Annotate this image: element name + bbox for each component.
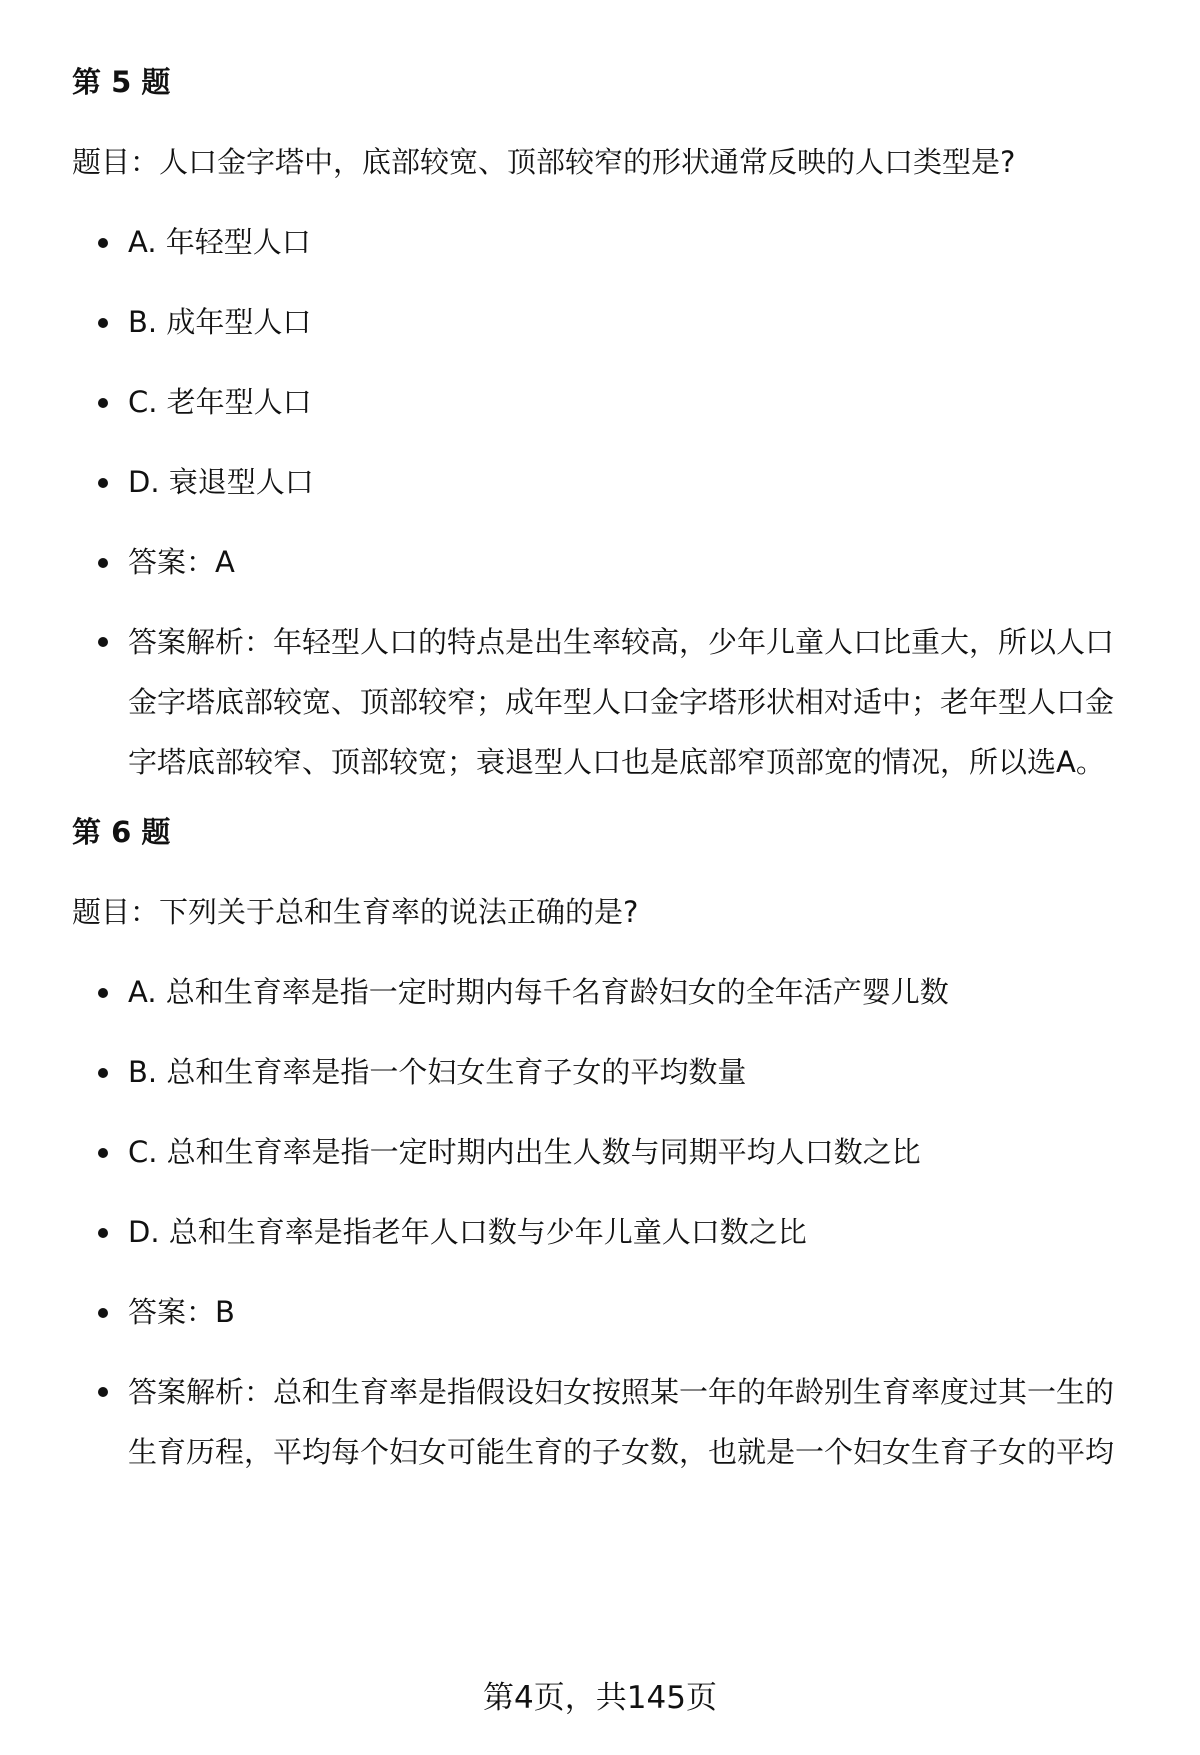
option-d: D. 总和生育率是指老年人口数与少年儿童人口数之比 — [128, 1212, 1138, 1252]
question-stem: 题目：下列关于总和生育率的说法正确的是? — [72, 895, 639, 929]
question-title: 第 5 题 — [72, 65, 171, 99]
answer: 答案：B — [128, 1292, 1138, 1332]
answer: 答案：A — [128, 542, 1138, 582]
option-b: B. 总和生育率是指一个妇女生育子女的平均数量 — [128, 1052, 1138, 1092]
answer-analysis: 答案解析：年轻型人口的特点是出生率较高，少年儿童人口比重大，所以人口金字塔底部较宽、顶部较窄；成年型人口金字塔形状相对适中；老年型人口金字塔底部较窄、顶部较宽；衰退型人口也是底部窄顶部宽的情况，所以选A。 — [128, 612, 1138, 792]
answer-analysis: 答案解析：总和生育率是指假设妇女按照某一年的年龄别生育率度过其一生的生育历程，平均每个妇女可能生育的子女数，也就是一个妇女生育子女的平均 — [128, 1362, 1138, 1482]
question-title: 第 6 题 — [72, 815, 171, 849]
option-c: C. 总和生育率是指一定时期内出生人数与同期平均人口数之比 — [128, 1132, 1138, 1172]
option-c: C. 老年型人口 — [128, 382, 1138, 422]
question-stem: 题目：人口金字塔中，底部较宽、顶部较窄的形状通常反映的人口类型是? — [72, 145, 1016, 179]
option-a: A. 年轻型人口 — [128, 222, 1138, 262]
option-d: D. 衰退型人口 — [128, 462, 1138, 502]
option-b: B. 成年型人口 — [128, 302, 1138, 342]
option-a: A. 总和生育率是指一定时期内每千名育龄妇女的全年活产婴儿数 — [128, 972, 1138, 1012]
page-number: 第4页，共145页 — [483, 1680, 717, 1716]
